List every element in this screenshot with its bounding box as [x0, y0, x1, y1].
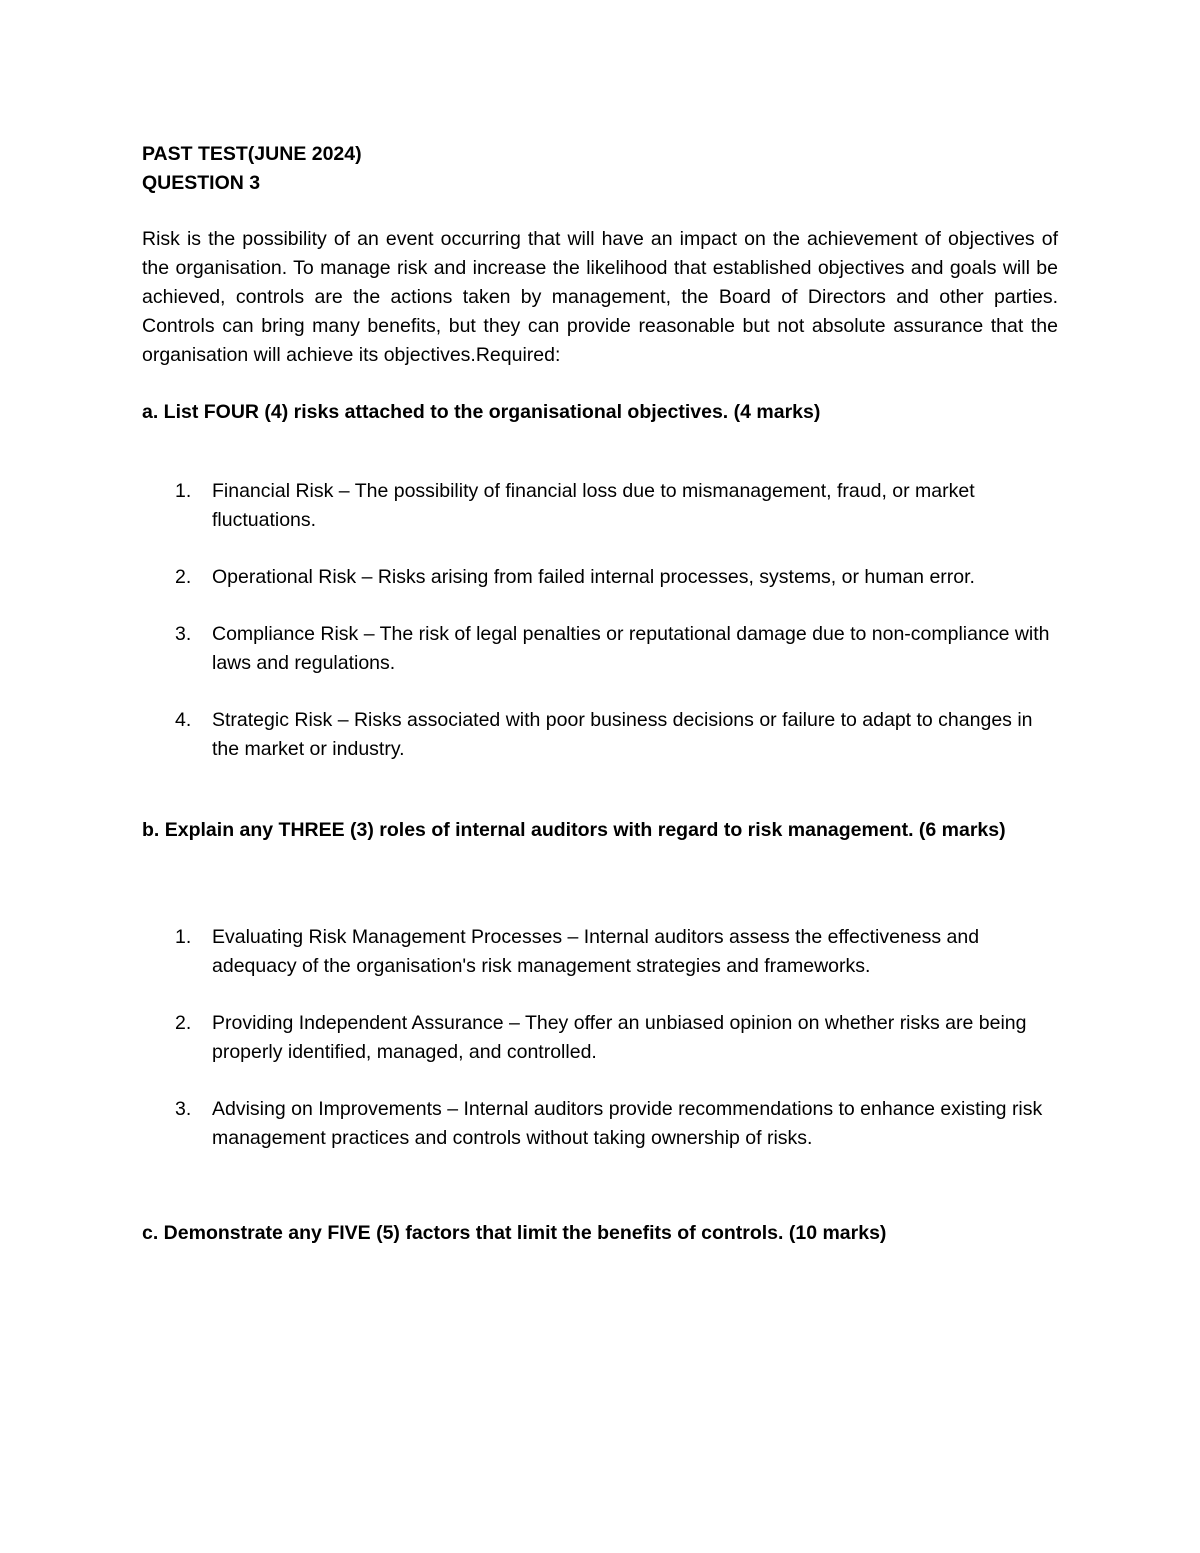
list-number: 4. — [175, 709, 192, 731]
document-content — [142, 140, 1058, 1248]
list-item — [142, 563, 1058, 592]
answer-list-a — [142, 477, 1058, 764]
document-title: PAST TEST(JUNE 2024) — [142, 143, 362, 165]
list-item — [142, 1095, 1058, 1153]
list-item-text: Operational Risk – Risks arising from failed internal processes, systems, or human error. — [212, 566, 975, 588]
list-item — [142, 923, 1058, 981]
list-number: 1. — [175, 480, 192, 502]
list-item-text: Strategic Risk – Risks associated with poor business decisions or failure to adapt to changes in the market or industry. — [212, 709, 1033, 760]
list-item-text: Compliance Risk – The risk of legal penalties or reputational damage due to non-compliance with laws and regulations. — [212, 623, 1050, 674]
list-number: 1. — [175, 926, 192, 948]
list-number: 2. — [175, 566, 192, 588]
list-item-text: Evaluating Risk Management Processes – Internal auditors assess the effectiveness and adequacy of the organisation's risk management strategies and frameworks. — [212, 926, 980, 977]
list-item-text: Providing Independent Assurance – They offer an unbiased opinion on whether risks are being properly identified, managed, and controlled. — [212, 1012, 1027, 1063]
list-number: 3. — [175, 623, 192, 645]
list-item-text: Advising on Improvements – Internal auditors provide recommendations to enhance existing risk management practices and controls without taking ownership of risks. — [212, 1098, 1043, 1149]
intro-paragraph: Risk is the possibility of an event occurring that will have an impact on the achievement of objectives of the organisation. To manage risk and increase the likelihood that established objectives and goals will be achieved, controls are the actions taken by management, the Board of Directors and other parties. Controls can bring many benefits, but they can provide reasonable but not absolute assurance that the organisation will achieve its objectives.Required: — [142, 228, 1058, 366]
question-b: b. Explain any THREE (3) roles of internal auditors with regard to risk management. (6 marks) — [142, 819, 1006, 841]
list-number: 2. — [175, 1012, 192, 1034]
list-number: 3. — [175, 1098, 192, 1120]
list-item — [142, 1009, 1058, 1067]
answer-list-b — [142, 923, 1058, 1153]
list-item — [142, 477, 1058, 535]
list-item — [142, 706, 1058, 764]
list-item-text: Financial Risk – The possibility of financial loss due to mismanagement, fraud, or market fluctuations. — [212, 480, 975, 531]
question-label: QUESTION 3 — [142, 172, 261, 194]
list-item — [142, 620, 1058, 678]
question-a: a. List FOUR (4) risks attached to the organisational objectives. (4 marks) — [142, 401, 821, 423]
question-c: c. Demonstrate any FIVE (5) factors that limit the benefits of controls. (10 marks) — [142, 1222, 887, 1244]
